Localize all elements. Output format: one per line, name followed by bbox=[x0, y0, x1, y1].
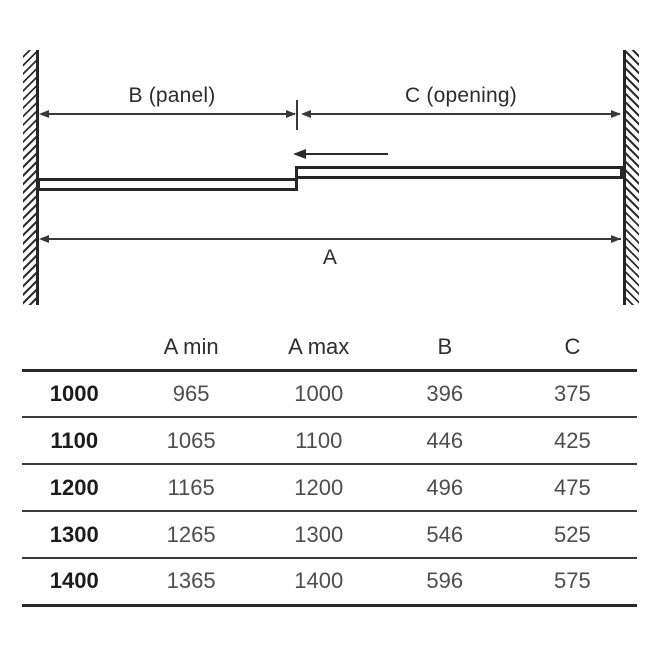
slide-direction-line bbox=[305, 153, 388, 155]
c-value: 475 bbox=[508, 464, 637, 511]
header-b: B bbox=[382, 326, 508, 370]
c-value: 525 bbox=[508, 511, 637, 558]
arrowhead-a-left-icon bbox=[39, 235, 49, 243]
a-min-value: 1065 bbox=[127, 417, 256, 464]
a-max-value: 1100 bbox=[256, 417, 382, 464]
arrowhead-b-left-icon bbox=[39, 110, 49, 118]
a-min-value: 1365 bbox=[127, 558, 256, 605]
size-label: 1000 bbox=[22, 370, 127, 417]
table-row bbox=[22, 558, 637, 605]
right-wall-line bbox=[623, 50, 626, 305]
c-value: 375 bbox=[508, 370, 637, 417]
header-blank bbox=[22, 326, 127, 370]
header-a-max: A max bbox=[256, 326, 382, 370]
c-value: 575 bbox=[508, 558, 637, 605]
b-value: 396 bbox=[382, 370, 508, 417]
a-max-value: 1200 bbox=[256, 464, 382, 511]
a-min-value: 965 bbox=[127, 370, 256, 417]
table-header-row bbox=[22, 326, 637, 370]
b-value: 496 bbox=[382, 464, 508, 511]
table-row bbox=[22, 511, 637, 558]
arrowhead-a-right-icon bbox=[611, 235, 621, 243]
table-row bbox=[22, 417, 637, 464]
dimension-label-c-opening: C (opening) bbox=[405, 84, 517, 107]
right-wall-hatching bbox=[626, 50, 639, 305]
slide-direction-arrow-icon bbox=[293, 149, 306, 159]
header-a-min: A min bbox=[127, 326, 256, 370]
sliding-panel-diagram bbox=[0, 0, 662, 322]
size-label: 1300 bbox=[22, 511, 127, 558]
a-max-value: 1400 bbox=[256, 558, 382, 605]
size-label: 1400 bbox=[22, 558, 127, 605]
fixed-panel-left bbox=[37, 178, 298, 191]
b-value: 596 bbox=[382, 558, 508, 605]
table-row bbox=[22, 464, 637, 511]
table-row bbox=[22, 370, 637, 417]
arrowhead-c-left-icon bbox=[301, 110, 311, 118]
size-label: 1200 bbox=[22, 464, 127, 511]
a-max-value: 1300 bbox=[256, 511, 382, 558]
a-max-value: 1000 bbox=[256, 370, 382, 417]
dimension-line-c bbox=[303, 113, 620, 115]
dimension-line-b bbox=[41, 113, 295, 115]
dimension-line-a bbox=[41, 238, 621, 240]
header-c: C bbox=[508, 326, 637, 370]
dimensions-table bbox=[22, 326, 637, 607]
dimension-label-a: A bbox=[322, 246, 338, 269]
left-wall-hatching bbox=[23, 50, 36, 305]
sliding-panel-right bbox=[295, 166, 623, 179]
c-value: 425 bbox=[508, 417, 637, 464]
a-min-value: 1165 bbox=[127, 464, 256, 511]
arrowhead-b-right-icon bbox=[286, 110, 296, 118]
dimension-label-b-panel: B (panel) bbox=[128, 84, 216, 107]
size-label: 1100 bbox=[22, 417, 127, 464]
center-tick-mark bbox=[296, 100, 298, 130]
b-value: 546 bbox=[382, 511, 508, 558]
a-min-value: 1265 bbox=[127, 511, 256, 558]
arrowhead-c-right-icon bbox=[611, 110, 621, 118]
b-value: 446 bbox=[382, 417, 508, 464]
